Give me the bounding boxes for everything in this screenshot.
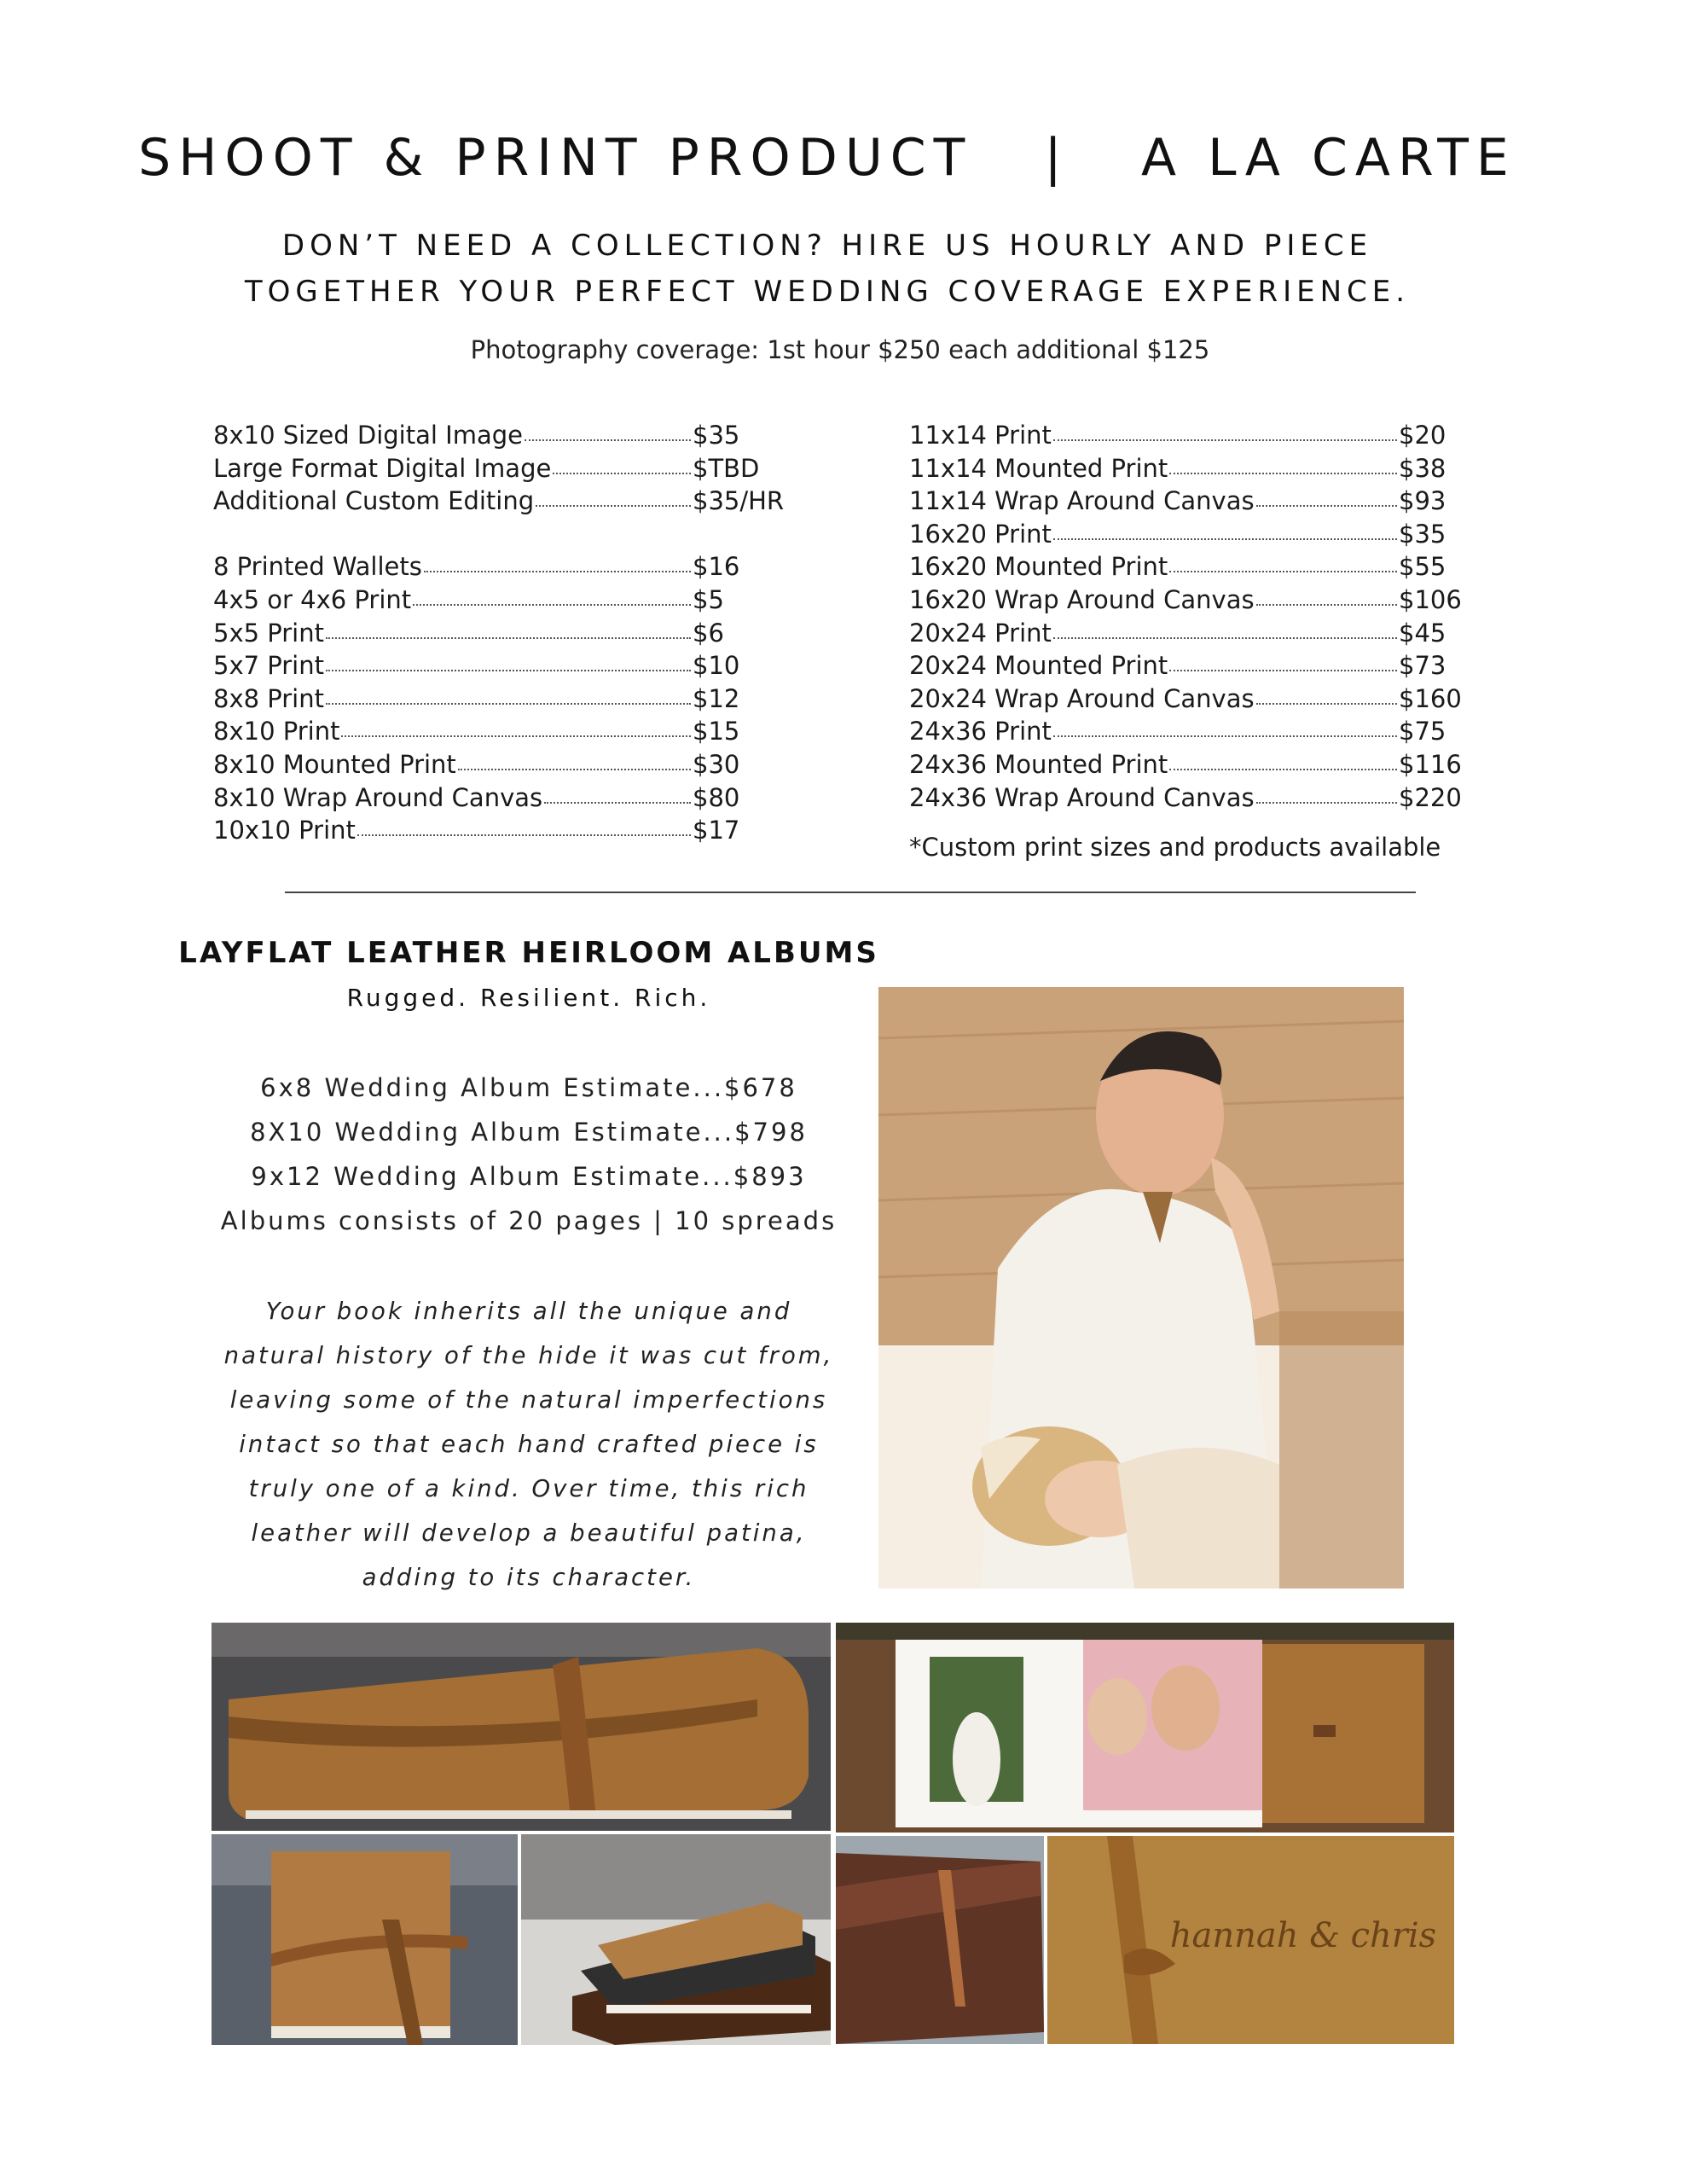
price-value: $45 — [1399, 618, 1446, 648]
price-value: $35 — [1399, 519, 1446, 549]
price-item: 16x20 Print — [909, 519, 1052, 549]
left-price-list — [213, 421, 803, 849]
price-row — [909, 486, 1462, 520]
album-estimates — [68, 1066, 989, 1243]
album-description — [205, 1289, 853, 1600]
leader-dots — [326, 619, 691, 639]
price-value: $15 — [693, 717, 740, 746]
album-estimate-6x8: 6x8 Wedding Album Estimate...$678 — [260, 1073, 797, 1102]
price-item: 8x8 Print — [213, 683, 324, 713]
leader-dots — [1169, 651, 1397, 671]
price-item: 24x36 Mounted Print — [909, 749, 1168, 779]
albums-tagline: Rugged. Resilient. Rich. — [346, 984, 711, 1012]
price-row — [213, 486, 803, 520]
price-value: $6 — [693, 618, 724, 648]
leader-dots — [1169, 750, 1397, 770]
price-value: $55 — [1399, 552, 1446, 582]
price-value: $80 — [693, 782, 740, 812]
price-item: 8x10 Sized Digital Image — [213, 421, 523, 450]
leather-album-photo — [212, 1623, 831, 1831]
price-item: 11x14 Print — [909, 421, 1052, 450]
price-value: $73 — [1399, 651, 1446, 681]
album-description-line: leather will develop a beautiful patina, — [251, 1519, 807, 1547]
brown-album-photo — [836, 1836, 1044, 2044]
leader-dots — [326, 651, 691, 671]
album-description-line: leaving some of the natural imperfections — [229, 1386, 828, 1414]
price-row — [213, 454, 803, 487]
price-item: Large Format Digital Image — [213, 453, 552, 483]
coverage-rate: Photography coverage: 1st hour $250 each additional $125 — [470, 335, 1210, 364]
price-value: $30 — [693, 749, 740, 779]
price-item: 10x10 Print — [213, 816, 356, 845]
album-estimate-9x12: 9x12 Wedding Album Estimate...$893 — [251, 1162, 807, 1191]
price-item: Additional Custom Editing — [213, 486, 535, 516]
price-item: 11x14 Mounted Print — [909, 453, 1168, 483]
price-row — [213, 684, 803, 717]
leader-dots — [1256, 783, 1397, 804]
price-value: $35/HR — [693, 486, 785, 516]
price-value: $220 — [1399, 782, 1462, 812]
couple-photo — [878, 987, 1404, 1589]
leader-dots — [357, 816, 691, 836]
album-description-line: intact so that each hand crafted piece is — [239, 1431, 819, 1458]
price-value: $10 — [693, 651, 740, 681]
price-row — [909, 619, 1462, 652]
leader-dots — [1169, 454, 1397, 474]
leader-dots — [413, 585, 691, 606]
leader-dots — [1053, 520, 1397, 540]
price-value: $116 — [1399, 749, 1462, 779]
price-row — [213, 651, 803, 684]
price-item: 11x14 Wrap Around Canvas — [909, 486, 1255, 516]
page-title: SHOOT & PRINT PRODUCT | A LA CARTE — [138, 128, 1516, 188]
price-value: $12 — [693, 683, 740, 713]
subtitle-line-1: DON’T NEED A COLLECTION? HIRE US HOURLY AND PIECE — [281, 229, 1373, 263]
leader-dots — [553, 454, 691, 474]
price-row — [213, 750, 803, 783]
price-row — [909, 520, 1462, 553]
price-item: 24x36 Wrap Around Canvas — [909, 782, 1255, 812]
price-value: $38 — [1399, 453, 1446, 483]
price-value: $35 — [693, 421, 740, 450]
price-row — [909, 552, 1462, 585]
price-row — [213, 783, 803, 816]
leader-dots — [1053, 717, 1397, 737]
leader-dots — [326, 684, 691, 705]
price-item: 16x20 Mounted Print — [909, 552, 1168, 582]
leader-dots — [536, 486, 691, 507]
price-row — [909, 454, 1462, 487]
stacked-albums-photo — [521, 1834, 831, 2045]
price-item: 24x36 Print — [909, 717, 1052, 746]
price-row — [213, 585, 803, 619]
price-item: 4x5 or 4x6 Print — [213, 584, 412, 614]
price-value: $160 — [1399, 683, 1462, 713]
price-row — [909, 684, 1462, 717]
leader-dots — [1169, 552, 1397, 572]
wrapped-album-photo — [212, 1834, 518, 2045]
price-value: $75 — [1399, 717, 1446, 746]
leader-dots — [1053, 619, 1397, 639]
album-spread-photo — [836, 1623, 1454, 1833]
price-value: $TBD — [693, 453, 760, 483]
price-value: $17 — [693, 816, 740, 845]
price-row — [909, 783, 1462, 816]
price-value: $20 — [1399, 421, 1446, 450]
price-value: $93 — [1399, 486, 1446, 516]
album-description-line: adding to its character. — [362, 1564, 696, 1591]
price-row — [213, 421, 803, 454]
price-value: $5 — [693, 584, 724, 614]
leader-dots — [458, 750, 691, 770]
price-item: 8x10 Print — [213, 717, 340, 746]
leader-dots — [1256, 486, 1397, 507]
price-item: 20x24 Wrap Around Canvas — [909, 683, 1255, 713]
price-row — [909, 421, 1462, 454]
price-row — [909, 717, 1462, 750]
right-price-list — [909, 421, 1462, 816]
price-value: $16 — [693, 552, 740, 582]
price-item: 8x10 Mounted Print — [213, 749, 456, 779]
album-pages-note: Albums consists of 20 pages | 10 spreads — [220, 1206, 838, 1235]
price-row — [213, 619, 803, 652]
album-description-line: truly one of a kind. Over time, this rich — [248, 1475, 809, 1502]
price-row — [213, 816, 803, 849]
price-item: 5x7 Print — [213, 651, 324, 681]
leader-dots — [424, 552, 691, 572]
price-item: 5x5 Print — [213, 618, 324, 648]
albums-heading: LAYFLAT LEATHER HEIRLOOM ALBUMS — [178, 936, 879, 970]
subtitle-line-2: TOGETHER YOUR PERFECT WEDDING COVERAGE EXPERIENCE. — [244, 275, 1411, 309]
album-description-line: Your book inherits all the unique and — [265, 1298, 792, 1325]
leader-dots — [1053, 421, 1397, 441]
leader-dots — [1256, 585, 1397, 606]
engraving-text: hannah & chris — [1169, 1916, 1437, 1955]
leader-dots — [544, 783, 691, 804]
leader-dots — [1256, 684, 1397, 705]
album-estimate-8x10: 8X10 Wedding Album Estimate...$798 — [250, 1118, 808, 1147]
price-item: 8x10 Wrap Around Canvas — [213, 782, 543, 812]
price-value: $106 — [1399, 584, 1462, 614]
price-item: 16x20 Wrap Around Canvas — [909, 584, 1255, 614]
custom-print-note: *Custom print sizes and products available — [909, 833, 1441, 862]
price-row — [909, 651, 1462, 684]
price-item: 20x24 Print — [909, 618, 1052, 648]
price-item: 20x24 Mounted Print — [909, 651, 1168, 681]
leader-dots — [341, 717, 691, 737]
leader-dots — [525, 421, 691, 441]
price-row — [213, 717, 803, 750]
album-description-line: natural history of the hide it was cut from, — [223, 1342, 834, 1369]
engraved-cover-photo — [1047, 1836, 1454, 2044]
price-row — [909, 750, 1462, 783]
section-divider — [285, 892, 1416, 893]
price-row — [213, 552, 803, 585]
price-item: 8 Printed Wallets — [213, 552, 422, 582]
price-row — [909, 585, 1462, 619]
